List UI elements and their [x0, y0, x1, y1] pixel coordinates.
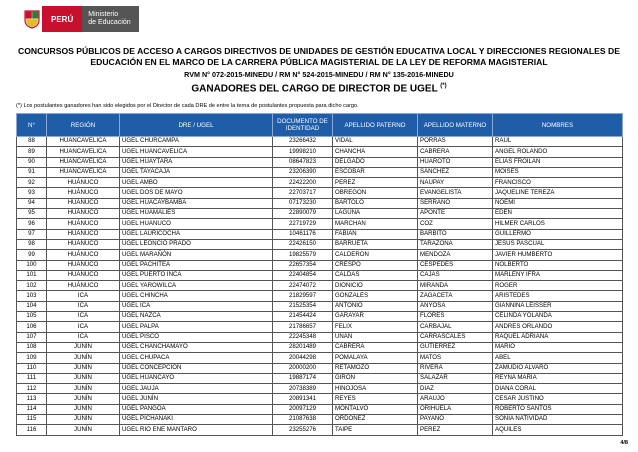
col-header-region: REGIÓN — [47, 114, 120, 137]
cell-number: 92 — [17, 178, 47, 188]
cell-paternal-surname: ANTONIO — [333, 301, 418, 311]
cell-document: 22474072 — [273, 281, 333, 291]
cell-names: MARIO — [493, 342, 623, 352]
cell-dre-ugel: UGEL CHURCAMPA — [120, 137, 273, 147]
cell-paternal-surname: UÑAN — [333, 332, 418, 342]
table-header-row — [17, 114, 623, 137]
cell-maternal-surname: SERRANO — [418, 198, 493, 208]
cell-document: 21829597 — [273, 291, 333, 301]
cell-maternal-surname: APONTE — [418, 209, 493, 219]
cell-maternal-surname: CARRASCALES — [418, 332, 493, 342]
cell-maternal-surname: ANYOSA — [418, 301, 493, 311]
cell-region: ICA — [47, 312, 120, 322]
cell-dre-ugel: UGEL RIO ENE MANTARO — [120, 425, 273, 435]
cell-number: 98 — [17, 239, 47, 249]
cell-number: 110 — [17, 363, 47, 373]
cell-names: HILMER CARLOS — [493, 219, 623, 229]
cell-paternal-surname: DIONICIO — [333, 281, 418, 291]
cell-names: MOISES — [493, 167, 623, 177]
cell-number: 106 — [17, 322, 47, 332]
section-title-text: GANADORES DEL CARGO DE DIRECTOR DE UGEL — [191, 83, 438, 95]
table-row — [17, 363, 623, 373]
cell-names: SONIA NATIVIDAD — [493, 415, 623, 425]
ministry-line2: de Educación — [88, 19, 131, 26]
cell-region: ICA — [47, 322, 120, 332]
cell-maternal-surname: EVANGELISTA — [418, 188, 493, 198]
ministry-name — [82, 6, 138, 32]
cell-dre-ugel: UGEL LAURICOCHA — [120, 229, 273, 239]
cell-dre-ugel: UGEL CHUPACA — [120, 353, 273, 363]
table-row — [17, 239, 623, 249]
cell-document: 22703717 — [273, 188, 333, 198]
cell-number: 103 — [17, 291, 47, 301]
cell-document: 23266432 — [273, 137, 333, 147]
cell-paternal-surname: GARAYAR — [333, 312, 418, 322]
cell-paternal-surname: CALDAS — [333, 270, 418, 280]
cell-maternal-surname: PORRAS — [418, 137, 493, 147]
cell-document: 28201489 — [273, 342, 333, 352]
table-row — [17, 425, 623, 435]
cell-paternal-surname: CABRERA — [333, 342, 418, 352]
table-row — [17, 250, 623, 260]
cell-document: 21087638 — [273, 415, 333, 425]
cell-maternal-surname: SANCHEZ — [418, 167, 493, 177]
cell-number: 107 — [17, 332, 47, 342]
table-row — [17, 167, 623, 177]
ministry-line1: Ministerio — [88, 11, 119, 18]
cell-names: CELINDA YOLANDA — [493, 312, 623, 322]
table-row — [17, 198, 623, 208]
cell-names: RAUL — [493, 137, 623, 147]
cell-maternal-surname: CAJAS — [418, 270, 493, 280]
cell-maternal-surname: BARBITO — [418, 229, 493, 239]
cell-names: GIANNINA LEISSER — [493, 301, 623, 311]
cell-dre-ugel: UGEL YAROWILCA — [120, 281, 273, 291]
cell-dre-ugel: UGEL PICHANAKI — [120, 415, 273, 425]
cell-names: MARLENY IFRA — [493, 270, 623, 280]
cell-number: 105 — [17, 312, 47, 322]
cell-number: 112 — [17, 384, 47, 394]
cell-paternal-surname: RETAMOZO — [333, 363, 418, 373]
table-row — [17, 353, 623, 363]
cell-maternal-surname: ZAGACETA — [418, 291, 493, 301]
cell-paternal-surname: FELIX — [333, 322, 418, 332]
col-header-maternal-surname: APELLIDO MATERNO — [418, 114, 493, 137]
cell-document: 23255276 — [273, 425, 333, 435]
cell-number: 88 — [17, 137, 47, 147]
table-row — [17, 332, 623, 342]
cell-number: 113 — [17, 394, 47, 404]
cell-document: 10461176 — [273, 229, 333, 239]
cell-paternal-surname: GONZALES — [333, 291, 418, 301]
cell-names: ABEL — [493, 353, 623, 363]
cell-region: JUNÍN — [47, 394, 120, 404]
cell-region: HUANCAVELICA — [47, 167, 120, 177]
cell-region: JUNÍN — [47, 363, 120, 373]
cell-number: 91 — [17, 167, 47, 177]
cell-region: HUÁNUCO — [47, 188, 120, 198]
table-row — [17, 291, 623, 301]
cell-document: 22245348 — [273, 332, 333, 342]
cell-paternal-surname: MONTALVO — [333, 404, 418, 414]
cell-number: 97 — [17, 229, 47, 239]
peru-coat-of-arms-icon — [22, 6, 42, 32]
cell-dre-ugel: UGEL CHANCHAMAYO — [120, 342, 273, 352]
cell-dre-ugel: UGEL HUACAYBAMBA — [120, 198, 273, 208]
cell-document: 21525354 — [273, 301, 333, 311]
cell-dre-ugel: UGEL PACHITEA — [120, 260, 273, 270]
cell-paternal-surname: TAIPE — [333, 425, 418, 435]
cell-dre-ugel: UGEL DOS DE MAYO — [120, 188, 273, 198]
cell-document: 22890079 — [273, 209, 333, 219]
table-row — [17, 147, 623, 157]
cell-region: HUÁNUCO — [47, 229, 120, 239]
cell-dre-ugel: UGEL NAZCA — [120, 312, 273, 322]
title-footnote-marker: (*) — [440, 83, 447, 89]
cell-names: CESAR JUSTINO — [493, 394, 623, 404]
cell-maternal-surname: GUTIERREZ — [418, 342, 493, 352]
cell-region: HUANCAVELICA — [47, 147, 120, 157]
cell-paternal-surname: ORDOÑEZ — [333, 415, 418, 425]
cell-document: 19887174 — [273, 373, 333, 383]
cell-region: HUÁNUCO — [47, 198, 120, 208]
cell-paternal-surname: CHANCHA — [333, 147, 418, 157]
cell-dre-ugel: UGEL LEONCIO PRADO — [120, 239, 273, 249]
winners-table — [16, 113, 623, 436]
cell-region: JUNÍN — [47, 425, 120, 435]
cell-dre-ugel: UGEL HUANUCO — [120, 219, 273, 229]
cell-region: ICA — [47, 332, 120, 342]
cell-document: 20738389 — [273, 384, 333, 394]
cell-region: HUÁNUCO — [47, 178, 120, 188]
cell-names: ANDRES ORLANDO — [493, 322, 623, 332]
table-row — [17, 394, 623, 404]
cell-maternal-surname: MIRANDA — [418, 281, 493, 291]
cell-names: ANGEL ROLANDO — [493, 147, 623, 157]
cell-paternal-surname: OBREGON — [333, 188, 418, 198]
cell-dre-ugel: UGEL CHINCHA — [120, 291, 273, 301]
cell-region: HUÁNUCO — [47, 209, 120, 219]
cell-region: HUÁNUCO — [47, 250, 120, 260]
cell-number: 89 — [17, 147, 47, 157]
cell-region: JUNÍN — [47, 415, 120, 425]
col-header-document: DOCUMENTO DE IDENTIDAD — [273, 114, 333, 137]
cell-paternal-surname: REYES — [333, 394, 418, 404]
cell-number: 111 — [17, 373, 47, 383]
cell-names: DIANA CORAL — [493, 384, 623, 394]
cell-names: AQUILES — [493, 425, 623, 435]
table-row — [17, 270, 623, 280]
cell-document: 19998210 — [273, 147, 333, 157]
cell-region: HUÁNUCO — [47, 239, 120, 249]
cell-maternal-surname: RIVERA — [418, 363, 493, 373]
cell-number: 115 — [17, 415, 47, 425]
cell-region: HUANCAVELICA — [47, 157, 120, 167]
cell-paternal-surname: BARTOLO — [333, 198, 418, 208]
cell-region: JUNÍN — [47, 373, 120, 383]
cell-names: GUILLERMO — [493, 229, 623, 239]
cell-document: 21454424 — [273, 312, 333, 322]
cell-document: 20044298 — [273, 353, 333, 363]
cell-names: ROBERTO SANTOS — [493, 404, 623, 414]
footnote: (*) Los postulantes ganadores han sido elegidos por el Director de cada DRE de entre la terna de postulantes propuesta para dicho cargo. — [16, 103, 359, 109]
cell-document: 22404854 — [273, 270, 333, 280]
cell-maternal-surname: PEREZ — [418, 425, 493, 435]
cell-maternal-surname: HUAROTO — [418, 157, 493, 167]
ministry-logo — [22, 6, 139, 32]
cell-dre-ugel: UGEL JAUJA — [120, 384, 273, 394]
cell-maternal-surname: TARAZONA — [418, 239, 493, 249]
cell-names: JAVIER HUMBERTO — [493, 250, 623, 260]
cell-paternal-surname: LAGUNA — [333, 209, 418, 219]
cell-region: JUNÍN — [47, 353, 120, 363]
col-header-paternal-surname: APELLIDO PATERNO — [333, 114, 418, 137]
cell-number: 114 — [17, 404, 47, 414]
cell-document: 22657354 — [273, 260, 333, 270]
cell-paternal-surname: FABIAN — [333, 229, 418, 239]
cell-maternal-surname: ARAUJO — [418, 394, 493, 404]
col-header-names: NOMBRES — [493, 114, 623, 137]
cell-dre-ugel: UGEL JUNÍN — [120, 394, 273, 404]
table-row — [17, 415, 623, 425]
cell-maternal-surname: DIAZ — [418, 384, 493, 394]
cell-dre-ugel: UGEL HUAMALIES — [120, 209, 273, 219]
cell-number: 96 — [17, 219, 47, 229]
cell-paternal-surname: CALDERON — [333, 250, 418, 260]
cell-number: 101 — [17, 270, 47, 280]
cell-region: HUÁNUCO — [47, 270, 120, 280]
table-row — [17, 312, 623, 322]
cell-names: ZAMUDIO ALVARO — [493, 363, 623, 373]
cell-number: 95 — [17, 209, 47, 219]
cell-names: EDEN — [493, 209, 623, 219]
cell-region: JUNÍN — [47, 342, 120, 352]
cell-document: 19825579 — [273, 250, 333, 260]
cell-maternal-surname: MATOS — [418, 353, 493, 363]
cell-region: ICA — [47, 291, 120, 301]
cell-names: JAQUELINE TEREZA — [493, 188, 623, 198]
cell-dre-ugel: UGEL PUERTO INCA — [120, 270, 273, 280]
page-number: 4/8 — [620, 440, 628, 446]
cell-maternal-surname: CABRERA — [418, 147, 493, 157]
cell-number: 93 — [17, 188, 47, 198]
cell-maternal-surname: ORIHUELA — [418, 404, 493, 414]
cell-region: ICA — [47, 301, 120, 311]
cell-dre-ugel: UGEL HUAYTARA — [120, 157, 273, 167]
cell-document: 21786657 — [273, 322, 333, 332]
cell-maternal-surname: CARBAJAL — [418, 322, 493, 332]
cell-number: 109 — [17, 353, 47, 363]
cell-document: 22422200 — [273, 178, 333, 188]
cell-maternal-surname: FLORES — [418, 312, 493, 322]
cell-names: FRANCISCO — [493, 178, 623, 188]
cell-paternal-surname: HINOJOSA — [333, 384, 418, 394]
cell-maternal-surname: NAUPAY — [418, 178, 493, 188]
cell-region: HUÁNUCO — [47, 260, 120, 270]
resolution-numbers: RVM N° 072-2015-MINEDU / RM N° 524-2015-MINEDU / RM N° 135-2016-MINEDU — [184, 70, 454, 79]
section-title — [8, 83, 630, 94]
table-row — [17, 281, 623, 291]
cell-paternal-surname: POMALAYA — [333, 353, 418, 363]
cell-dre-ugel: UGEL ICA — [120, 301, 273, 311]
cell-maternal-surname: CESPEDES — [418, 260, 493, 270]
cell-number: 94 — [17, 198, 47, 208]
cell-document: 07173230 — [273, 198, 333, 208]
table-row — [17, 219, 623, 229]
col-header-dre-ugel: DRE / UGEL — [120, 114, 273, 137]
cell-dre-ugel: UGEL PALPA — [120, 322, 273, 332]
cell-paternal-surname: PEREZ — [333, 178, 418, 188]
cell-names: REYNA MARIA — [493, 373, 623, 383]
cell-region: HUÁNUCO — [47, 219, 120, 229]
cell-document: 20891341 — [273, 394, 333, 404]
table-row — [17, 260, 623, 270]
cell-number: 108 — [17, 342, 47, 352]
cell-region: JUNÍN — [47, 384, 120, 394]
cell-names: JESUS PASCUAL — [493, 239, 623, 249]
cell-maternal-surname: PAYANO — [418, 415, 493, 425]
table-row — [17, 209, 623, 219]
cell-names: NOEMI — [493, 198, 623, 208]
cell-maternal-surname: SALAZAR — [418, 373, 493, 383]
cell-dre-ugel: UGEL TAYACAJA — [120, 167, 273, 177]
col-header-number: N° — [17, 114, 47, 137]
cell-number: 90 — [17, 157, 47, 167]
cell-paternal-surname: GIRON — [333, 373, 418, 383]
cell-document: 22426150 — [273, 239, 333, 249]
cell-number: 116 — [17, 425, 47, 435]
peru-label: PERÚ — [42, 6, 82, 32]
table-row — [17, 188, 623, 198]
cell-document: 22719729 — [273, 219, 333, 229]
cell-names: ROGER — [493, 281, 623, 291]
table-row — [17, 301, 623, 311]
cell-document: 20097129 — [273, 404, 333, 414]
cell-region: HUÁNUCO — [47, 281, 120, 291]
cell-region: HUANCAVELICA — [47, 137, 120, 147]
cell-paternal-surname: DELGADO — [333, 157, 418, 167]
cell-document: 23206390 — [273, 167, 333, 177]
table-row — [17, 229, 623, 239]
cell-dre-ugel: UGEL PISCO — [120, 332, 273, 342]
cell-number: 99 — [17, 250, 47, 260]
cell-names: RAQUEL ADRIANA — [493, 332, 623, 342]
cell-maternal-surname: MENDOZA — [418, 250, 493, 260]
cell-region: JUNÍN — [47, 404, 120, 414]
cell-names: NOLBERTO — [493, 260, 623, 270]
table-row — [17, 342, 623, 352]
cell-paternal-surname: CRESPO — [333, 260, 418, 270]
table-row — [17, 178, 623, 188]
cell-maternal-surname: COZ — [418, 219, 493, 229]
cell-number: 104 — [17, 301, 47, 311]
table-row — [17, 322, 623, 332]
cell-paternal-surname: BARRUETA — [333, 239, 418, 249]
cell-number: 102 — [17, 281, 47, 291]
cell-document: 20000200 — [273, 363, 333, 373]
cell-number: 100 — [17, 260, 47, 270]
cell-document: 08647823 — [273, 157, 333, 167]
table-row — [17, 137, 623, 147]
cell-dre-ugel: UGEL HUANCAYO — [120, 373, 273, 383]
cell-dre-ugel: UGEL HUANCAVELICA — [120, 147, 273, 157]
table-row — [17, 404, 623, 414]
table-row — [17, 373, 623, 383]
cell-paternal-surname: MARCHAN — [333, 219, 418, 229]
cell-paternal-surname: VIDAL — [333, 137, 418, 147]
cell-dre-ugel: UGEL CONCEPCION — [120, 363, 273, 373]
cell-dre-ugel: UGEL PANGOA — [120, 404, 273, 414]
cell-names: ARISTEDES — [493, 291, 623, 301]
table-row — [17, 157, 623, 167]
cell-dre-ugel: UGEL AMBO — [120, 178, 273, 188]
document-title: CONCURSOS PÚBLICOS DE ACCESO A CARGOS DIRECTIVOS DE UNIDADES DE GESTIÓN EDUCATIVA LOCAL Y DIRECCIONES REGIONALES DE EDUCACIÓN EN EL MARCO DE LA CARRERA PÚBLICA MAGISTERIAL DE LA LEY DE REFORMA MAGISTERIAL — [18, 46, 620, 67]
cell-paternal-surname: ESCOBAR — [333, 167, 418, 177]
cell-dre-ugel: UGEL MARAÑÓN — [120, 250, 273, 260]
table-row — [17, 384, 623, 394]
table-body — [17, 137, 623, 436]
cell-names: ELIAS FROILAN — [493, 157, 623, 167]
